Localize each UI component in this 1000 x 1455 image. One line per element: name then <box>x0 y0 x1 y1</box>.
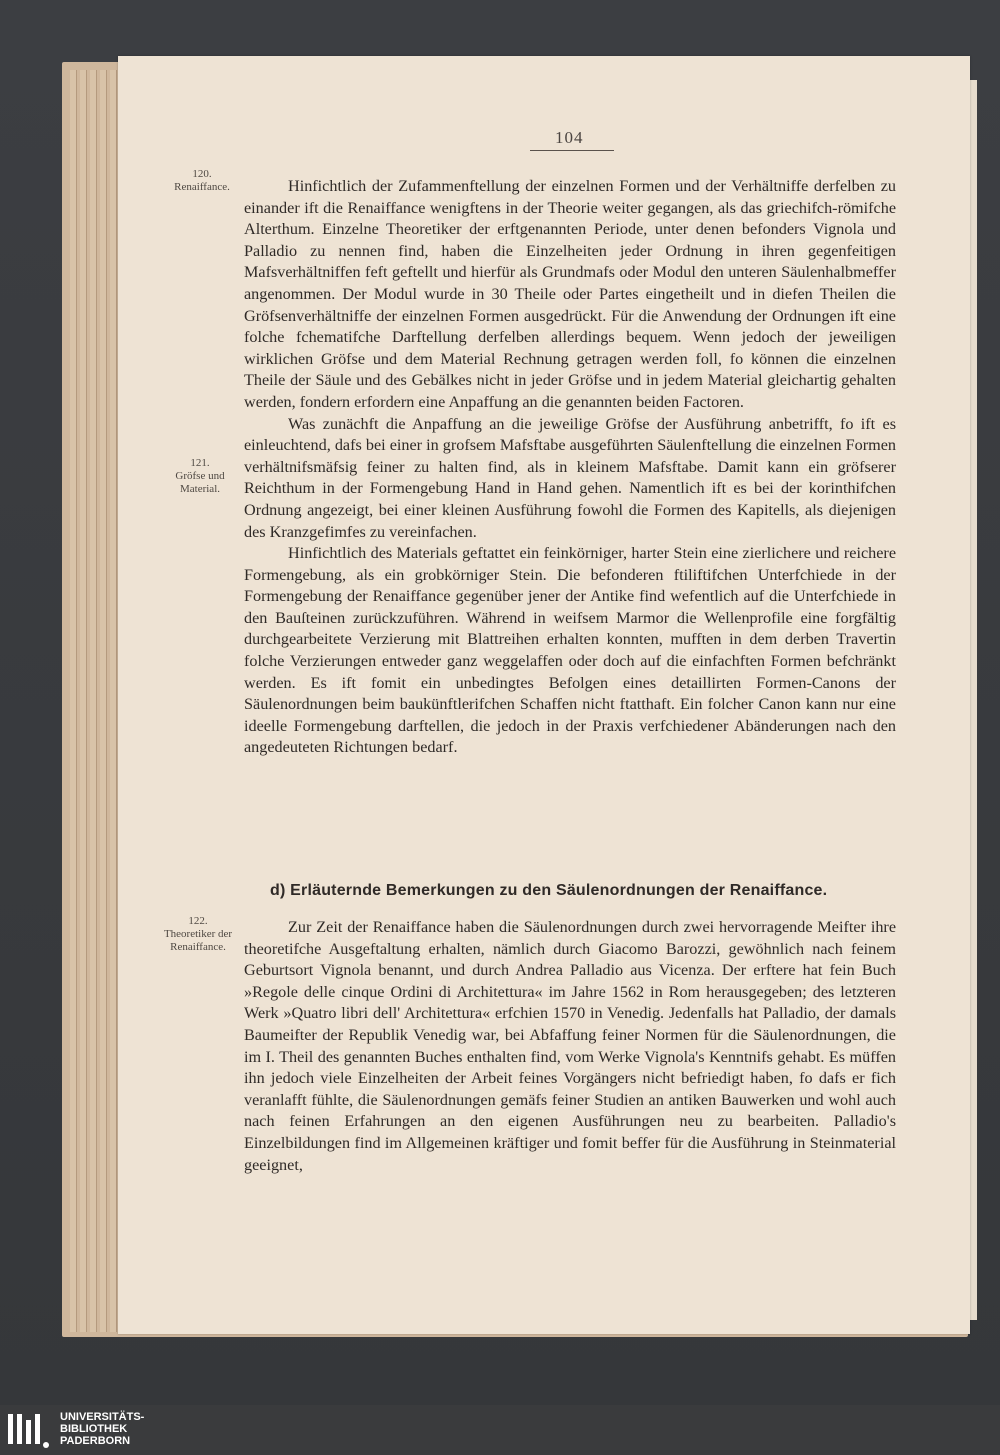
page-edge <box>70 70 77 1332</box>
library-name-line: PADERBORN <box>60 1435 131 1447</box>
page-edge <box>110 70 117 1332</box>
margin-note-number: 120. <box>192 168 212 180</box>
page-edge <box>80 70 87 1332</box>
margin-note-number: 121. <box>190 457 210 469</box>
page-number-rule <box>530 150 614 151</box>
body-text-bottom <box>244 917 896 1176</box>
paragraph: Zur Zeit der Renaiffance haben die Säulenordnungen durch zwei hervorragende Meifter ihre theoretifche Ausgeftaltung erhalten, nämlich durch Giacomo Barozzi, gewöhnlich nach feinem Geburtsort Vignola benannt, und durch Andrea Palladio aus Vicenza. Der erftere hat fein Buch »Regole delle cinque Ordini di Architettura« im Jahre 1562 in Rom herausgegeben; des letzteren Werk »Quatro libri dell' Architettura« erfchien 1570 in Venedig. Jedenfalls hat Palladio, der damals Baumeifter der Republik Venedig war, bei Abfaffung feiner Normen für die Säulenordnungen, die im I. Theil des genannten Buches enthalten find, vom Werke Vignola's Kenntnifs gehabt. Es müffen ihn jedoch viele Einzelheiten der Arbeit feines Vorgängers nicht befriedigt haben, fo dafs er fich veranlafft fühlte, die Säulenordnungen gemäfs feiner Studien an antiken Bauwerken und wohl auch nach feinen Erfahrungen an den eigenen Ausführungen neu zu bearbeiten. Palladio's Einzelbildungen find im Allgemeinen kräftiger und fomit beffer für die Ausführung in Steinmaterial geeignet, <box>244 918 896 1174</box>
margin-note-120 <box>162 168 242 194</box>
margin-note-label: Gröfse und Material. <box>175 470 225 495</box>
margin-note-122 <box>158 915 238 954</box>
margin-note-label: Theoretiker der Renaiffance. <box>163 928 233 953</box>
paragraph: Hinfichtlich des Materials geftattet ein feinkörniger, harter Stein eine zierlichere und reichere Formengebung, als ein grobkörniger Stein. Die befonderen ftiliftifchen Unterfchiede in der Formengebung der Renaiffance gegenüber jener der Antike find wefentlich auf die Unterfchiede in den Bauſteinen zurückzuführen. Während in weifsem Marmor die Wellenprofile eine forgfältig durchgearbeitete Verzierung mit Blattreihen erhalten konnten, mufften in dem derben Travertin folche Verzierungen entweder ganz weggelaffen oder doch auf die einfachften Formen befchränkt werden. Es ift fomit ein unbedingtes Befolgen eines detaillirten Formen-Canons der Säulenordnungen beim baukünftlerifchen Schaffen nicht ftatthaft. Ein folcher Canon kann nur eine ideelle Formengebung darftellen, die jedoch in der Praxis verfchiedener Abänderungen nach den angedeuteten Richtungen bedarf. <box>244 544 896 757</box>
section-heading: d) Erläuternde Bemerkungen zu den Säulenordnungen der Renaiffance. <box>270 882 828 899</box>
margin-note-121 <box>160 457 240 496</box>
page-edge <box>100 70 107 1332</box>
margin-note-number: 122. <box>188 915 208 927</box>
library-logo-icon <box>6 1412 52 1450</box>
library-name-line: BIBLIOTHEK <box>60 1423 128 1435</box>
library-footer <box>0 1405 1000 1455</box>
page-edge <box>90 70 97 1332</box>
library-name-line: UNIVERSITÄTS- <box>60 1411 145 1423</box>
page-number: 104 <box>555 128 584 147</box>
paragraph: Was zunächft die Anpaffung an die jeweilige Gröfse der Ausführung anbetrifft, fo ift es einleuchtend, dafs bei einer in grofsem Mafsftabe ausgeführten Säulenftellung die einzelnen Formen verhältnifsmäfsig feiner zu halten find, als in kleinem Mafsftabe. Damit kann ein gröfserer Reichthum in der Formengebung Hand in Hand gehen. Namentlich ift es bei der korinthifchen Ordnung angezeigt, bei einer kleinen Ausführung fowohl die Formen des Kapitells, als diejenigen des Kranzgefimfes zu vereinfachen. <box>244 414 896 541</box>
margin-note-label: Renaiffance. <box>174 181 230 193</box>
library-name <box>60 1411 144 1447</box>
paragraph: Hinfichtlich der Zufammenftellung der einzelnen Formen und der Verhältniffe derfelben zu einander ift die Renaiffance wenigftens in der Theorie weiter gegangen, als das griechifch-römifche Alterthum. Einzelne Theoretiker der erftgenannten Periode, unter denen befonders Vignola und Palladio zu nennen find, haben die Einzelheiten jeder Ordnung in ihren gegenfeitigen Mafsverhältniffen feft geftellt und hierfür als Grundmafs oder Modul den unteren Säulenhalbmeffer angenommen. Der Modul wurde in 30 Theile oder Partes eingetheilt und in diefen Theilen die Gröfsenverhältniffe der einzelnen Formen ausgedrückt. Für die Anwendung der Ordnungen ift eine folche fchematifche Darftellung derfelben allerdings bequem. Wenn jedoch der jeweiligen wirklichen Gröfse und dem Material Rechnung getragen werden foll, fo können die einzelnen Theile der Säule und des Gebälkes nicht in jeder Gröfse und in jedem Material gleichartig gehalten werden, fondern erfordern eine Anpaffung an die genannten beiden Factoren. <box>244 177 896 411</box>
body-text-top <box>244 176 896 759</box>
